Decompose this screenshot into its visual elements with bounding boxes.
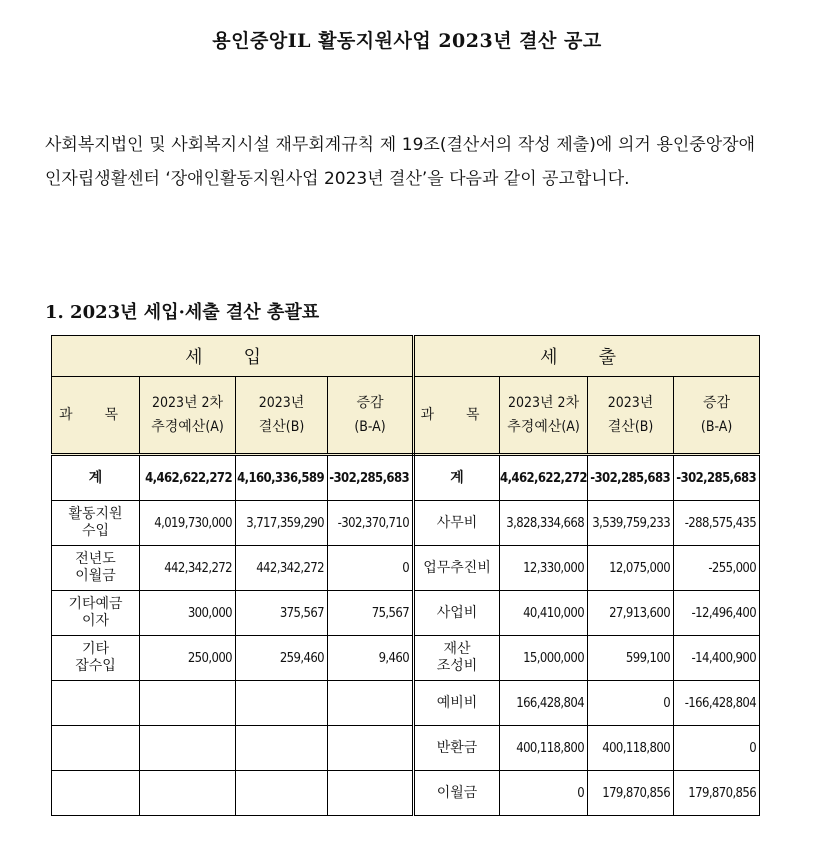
rev-col-diff: 증감 (B-A) [328,377,414,455]
rev-item-budget [140,771,236,816]
table-row [52,636,760,681]
exp-item-label: 반환금 [414,726,500,771]
rev-item-budget: 250,000 [140,636,236,681]
exp-total-diff: -302,285,683 [674,455,760,501]
rev-item-diff: 9,460 [328,636,414,681]
exp-col-subject: 과 목 [414,377,500,455]
exp-item-diff: -255,000 [674,546,760,591]
exp-item-settlement: 400,118,800 [588,726,674,771]
rev-col-settlement: 2023년 결산(B) [236,377,328,455]
rev-item-label [52,726,140,771]
table-row [52,726,760,771]
rev-item-budget [140,726,236,771]
rev-item-diff [328,771,414,816]
exp-col-budget: 2023년 2차 추경예산(A) [500,377,588,455]
section-title: 1. 2023년 세입·세출 결산 총괄표 [45,302,320,323]
exp-item-settlement: 599,100 [588,636,674,681]
table-row [52,771,760,816]
table-row [52,681,760,726]
rev-item-budget [140,681,236,726]
table-row [52,591,760,636]
rev-item-settlement [236,681,328,726]
exp-item-label: 업무추진비 [414,546,500,591]
exp-col-diff: 증감 (B-A) [674,377,760,455]
exp-item-label: 사업비 [414,591,500,636]
exp-item-budget: 0 [500,771,588,816]
exp-item-budget: 40,410,000 [500,591,588,636]
rev-item-settlement: 259,460 [236,636,328,681]
exp-item-settlement: 3,539,759,233 [588,501,674,546]
exp-item-budget: 3,828,334,668 [500,501,588,546]
rev-item-label: 기타 잡수입 [52,636,140,681]
exp-item-diff: 179,870,856 [674,771,760,816]
exp-item-diff: -166,428,804 [674,681,760,726]
exp-item-budget: 15,000,000 [500,636,588,681]
rev-item-budget: 442,342,272 [140,546,236,591]
rev-col-budget: 2023년 2차 추경예산(A) [140,377,236,455]
exp-item-label: 이월금 [414,771,500,816]
rev-total-diff: -302,285,683 [328,455,414,501]
rev-item-settlement: 3,717,359,290 [236,501,328,546]
exp-item-settlement: 0 [588,681,674,726]
rev-col-subject: 과 목 [52,377,140,455]
rev-item-settlement: 442,342,272 [236,546,328,591]
rev-total-settlement: 4,160,336,589 [236,455,328,501]
rev-item-label [52,681,140,726]
exp-item-diff: -12,496,400 [674,591,760,636]
settlement-summary-table [51,335,760,816]
revenue-header: 세 입 [52,336,414,377]
exp-item-settlement: 179,870,856 [588,771,674,816]
exp-item-budget: 400,118,800 [500,726,588,771]
table-row [52,501,760,546]
rev-total-label: 계 [52,455,140,501]
exp-item-label: 사무비 [414,501,500,546]
expense-header: 세 출 [414,336,760,377]
notice-paragraph: 사회복지법인 및 사회복지시설 재무회계규칙 제 19조(결산서의 작성 제출)에 의거 용인중앙장애인자립생활센터 ‘장애인활동지원사업 2023년 결산’을 다음과 같이 공고합니다. [45,135,755,189]
exp-item-settlement: 27,913,600 [588,591,674,636]
total-row [52,455,760,501]
exp-item-diff: -288,575,435 [674,501,760,546]
table-row [52,546,760,591]
rev-item-diff [328,726,414,771]
exp-item-budget: 166,428,804 [500,681,588,726]
rev-item-budget: 4,019,730,000 [140,501,236,546]
rev-item-settlement: 375,567 [236,591,328,636]
rev-item-diff: 0 [328,546,414,591]
rev-item-diff: -302,370,710 [328,501,414,546]
rev-item-label: 전년도 이월금 [52,546,140,591]
exp-col-settlement: 2023년 결산(B) [588,377,674,455]
page-title: 용인중앙IL 활동지원사업 2023년 결산 공고 [212,30,602,52]
exp-item-label: 예비비 [414,681,500,726]
exp-item-label: 재산 조성비 [414,636,500,681]
exp-item-budget: 12,330,000 [500,546,588,591]
exp-total-settlement: -302,285,683 [588,455,674,501]
rev-item-label: 기타예금 이자 [52,591,140,636]
exp-total-label: 계 [414,455,500,501]
rev-item-label [52,771,140,816]
rev-item-budget: 300,000 [140,591,236,636]
rev-item-label: 활동지원 수입 [52,501,140,546]
exp-item-settlement: 12,075,000 [588,546,674,591]
exp-item-diff: 0 [674,726,760,771]
rev-item-diff: 75,567 [328,591,414,636]
rev-item-diff [328,681,414,726]
rev-item-settlement [236,771,328,816]
exp-item-diff: -14,400,900 [674,636,760,681]
rev-item-settlement [236,726,328,771]
rev-total-budget: 4,462,622,272 [140,455,236,501]
exp-total-budget: 4,462,622,272 [500,455,588,501]
